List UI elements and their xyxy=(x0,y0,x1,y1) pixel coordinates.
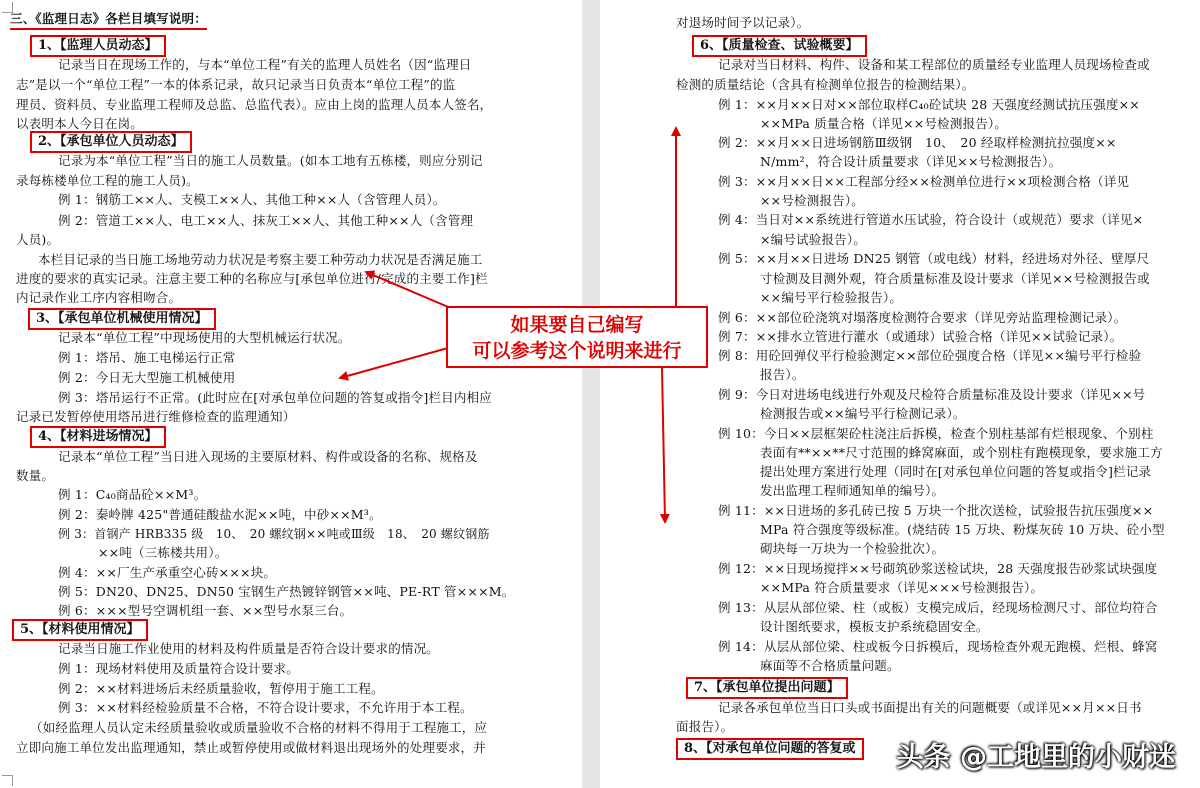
example-line: 例 10：今日××层框架砼柱浇注后拆模，检查个别柱基部有烂根现象、个别柱 xyxy=(718,426,1154,441)
example-line: 例 2：××月××日进场钢筋Ⅲ级钢 10、 20 经取样检测抗拉强度×× xyxy=(718,135,1117,150)
example-line: 例 7：××排水立管进行灌水（或通球）试验合格（详见××试验记录）。 xyxy=(718,329,1123,344)
example-line: 检测报告或××编号平行检测记录）。 xyxy=(760,406,966,421)
example-line: MPa 符合强度等级标准。(烧结砖 15 万块、粉煤灰砖 10 万块、砼小型 xyxy=(760,522,1165,537)
paragraph-line: 立即向施工单位发出监理通知，禁止或暂停使用或做材料退出现场外的处理要求，并 xyxy=(16,740,486,755)
heading-material-entry: 4、【材料进场情况】 xyxy=(30,426,166,448)
paragraph-line: 数量。 xyxy=(16,468,55,483)
annotation-line-2: 可以参考这个说明来进行 xyxy=(472,340,682,362)
example-line: 提出处理方案进行处理（同时在[对承包单位问题的答复或指令]栏记录 xyxy=(760,464,1152,479)
paragraph-line: 志”是以一个“单位工程”一本的体系记录，故只记录当日负责本“单位工程”的监 xyxy=(16,77,456,92)
example-line: 寸检测及目测外观，符合质量标准及设计要求（详见××号检测报告或 xyxy=(760,271,1150,286)
paragraph-line: 面报告）。 xyxy=(676,719,734,734)
example-line: 麻面等不合格质量问题。 xyxy=(760,658,900,673)
example-line: ××吨（三栋楼共用）。 xyxy=(98,545,228,560)
example-line: 例 2：××材料进场后未经质量验收，暂停用于施工工程。 xyxy=(58,681,384,696)
paragraph-line: 进度的要求的真实记录。注意主要工种的名称应与[承包单位进行/完成的主要工作]栏 xyxy=(16,271,488,286)
example-line: 例 2：管道工××人、电工××人、抹灰工××人、其他工种××人（含管理 xyxy=(58,213,474,228)
paragraph-line: 记录已发暂停使用塔吊进行维修检查的监理通知） xyxy=(16,409,296,424)
paragraph-line: 理员、资料员、专业监理工程师及总监、总监代表）。应由上岗的监理人员本人签名， xyxy=(16,97,493,112)
section-title: 三、《监理日志》各栏目填写说明： xyxy=(10,10,207,30)
example-line: 例 3：××材料经检验质量不合格，不符合设计要求，不允许用于本工程。 xyxy=(58,700,473,715)
annotation-line-1: 如果要自己编写 xyxy=(510,314,644,336)
example-line: ××MPa 符合质量要求（详见×××号检测报告）。 xyxy=(760,580,1044,595)
paragraph-line: 内记录作业工序内容相吻合。 xyxy=(16,290,182,305)
paragraph-line: 录每栋楼单位工程的施工人员)。 xyxy=(16,173,199,188)
example-line: 例 6：××部位砼浇筑对塌落度检测符合要求（详见旁站监理检测记录）。 xyxy=(718,310,1127,325)
paragraph-line: 记录当日在现场工作的，与本“单位工程”有关的监理人员姓名（因“监理日 xyxy=(58,57,472,72)
paragraph-line: 检测的质量结论（含具有检测单位报告的检测结果）。 xyxy=(676,77,975,92)
heading-quality-inspection: 6、【质量检查、试验概要】 xyxy=(692,35,867,57)
example-line: 例 11：××日进场的多孔砖已按 5 万块一个批次送检，试验报告抗压强度×× xyxy=(718,503,1154,518)
example-line: 例 8：用砼回弹仪平行检验测定××部位砼强度合格（详见××编号平行检验 xyxy=(718,348,1142,363)
paragraph-line: 记录对当日材料、构件、设备和某工程部位的质量经专业监理人员现场检查或 xyxy=(718,57,1150,72)
paragraph-line: 记录各承包单位当日口头或书面提出有关的问题概要（或详见××月××日书 xyxy=(718,700,1142,715)
heading-reply-to-contractor: 8、【对承包单位问题的答复或 xyxy=(676,738,864,760)
example-line: 砌块每一万块为一个检验批次）。 xyxy=(760,541,945,556)
example-line: 例 6：×××型号空调机组一套、××型号水泵三台。 xyxy=(58,603,353,618)
paragraph-line: 记录当日施工作业使用的材料及构件质量是否符合设计要求的情况。 xyxy=(58,641,440,656)
heading-supervisor-staff: 1、【监理人员动态】 xyxy=(30,35,166,57)
heading-machinery: 3、【承包单位机械使用情况】 xyxy=(28,308,216,330)
arrow-to-machinery xyxy=(340,348,448,378)
example-line: 例 1：钢筋工××人、支模工××人、其他工种××人（含管理人员）。 xyxy=(58,192,446,207)
annotation-callout xyxy=(446,306,708,368)
example-line: 报告）。 xyxy=(760,367,805,382)
example-line: 例 1：××月××日对××部位取样C₄₀砼试块 28 天强度经测试抗压强度×× xyxy=(718,97,1140,112)
paragraph-line: 记录为本“单位工程”当日的施工人员数量。(如本工地有五栋楼，则应分别记 xyxy=(58,153,483,168)
example-line: 例 5：DN20、DN25、DN50 宝钢生产热镀锌钢管××吨、PE-RT 管×××M。 xyxy=(58,584,515,599)
example-line: 例 1：塔吊、施工电梯运行正常 xyxy=(58,350,236,365)
example-line: 例 3：塔吊运行不正常。(此时应在[对承包单位问题的答复或指令]栏目内相应 xyxy=(58,390,492,405)
example-line: 例 14：从层从部位梁、柱或板今日拆模后，现场检查外观无跑模、烂根、蜂窝 xyxy=(718,639,1158,654)
example-line: ××MPa 质量合格（详见××号检测报告）。 xyxy=(760,116,1008,131)
example-line: N/mm²，符合设计质量要求（详见××号检测报告）。 xyxy=(760,154,1062,169)
paragraph-line: 对退场时间予以记录）。 xyxy=(676,15,810,30)
example-line: 例 4：当日对××系统进行管道水压试验，符合设计（或规范）要求（详见× xyxy=(718,212,1144,227)
heading-contractor-staff: 2、【承包单位人员动态】 xyxy=(30,131,192,153)
example-line: 例 2：秦岭牌 425"普通硅酸盐水泥××吨，中砂××M³。 xyxy=(58,507,382,522)
example-line: ××号检测报告）。 xyxy=(760,193,864,208)
paragraph-line: 人员)。 xyxy=(16,232,60,247)
watermark: 头条 @工地里的小财迷 xyxy=(896,742,1176,773)
example-line: ××编号平行检验报告）。 xyxy=(760,290,903,305)
heading-contractor-issues: 7、【承包单位提出问题】 xyxy=(686,677,848,699)
example-line: 例 3：首钢产 HRB335 级 10、 20 螺纹钢××吨或Ⅲ级 18、 20 螺纹钢筋 xyxy=(58,527,490,541)
example-line: 例 1：现场材料使用及质量符合设计要求。 xyxy=(58,661,299,676)
paragraph-line: （如经监理人员认定未经质量验收或质量验收不合格的材料不得用于工程施工，应 xyxy=(30,720,488,735)
paragraph-line: 记录本“单位工程”中现场使用的大型机械运行状况。 xyxy=(58,330,351,345)
example-line: 例 2：今日无大型施工机械使用 xyxy=(58,370,236,385)
example-line: 发出监理工程师通知单的编号）。 xyxy=(760,483,945,498)
example-line: 例 5：××月××日进场 DN25 钢管（或电线）材料，经进场对外径、壁厚尺 xyxy=(718,251,1150,266)
paragraph-line: 以表明本人今日在岗。 xyxy=(16,116,144,131)
example-line: 例 12：××日现场搅拌××号砌筑砂浆送检试块，28 天强度报告砂浆试块强度 xyxy=(718,561,1158,576)
heading-material-usage: 5、【材料使用情况】 xyxy=(12,619,148,641)
example-line: 例 3：××月××日××工程部分经××检测单位进行××项检测合格（详见 xyxy=(718,174,1130,189)
example-line: ×编号试验报告）。 xyxy=(760,232,867,247)
example-line: 例 4：××厂生产承重空心砖×××块。 xyxy=(58,565,277,580)
arrow-down-quality xyxy=(662,368,665,522)
example-line: 设计图纸要求，模板支护系统稳固安全。 xyxy=(760,619,989,634)
example-line: 例 1：C₄₀商品砼××M³。 xyxy=(58,487,207,502)
example-line: 例 9：今日对进场电线进行外观及尺检符合质量标准及设计要求（详见××号 xyxy=(718,387,1146,402)
example-line: 例 13：从层从部位梁、柱（或板）支模完成后，经现场检测尺寸、部位均符合 xyxy=(718,600,1158,615)
example-line: 表面有**××**尺寸范围的蜂窝麻面，或个别柱有跑模现象，要求施工方 xyxy=(760,445,1163,460)
paragraph-line: 本栏目记录的当日施工场地劳动力状况是考察主要工种劳动力状况是否满足施工 xyxy=(38,252,483,267)
paragraph-line: 记录本“单位工程”当日进入现场的主要原材料、构件或设备的名称、规格及 xyxy=(58,449,478,464)
